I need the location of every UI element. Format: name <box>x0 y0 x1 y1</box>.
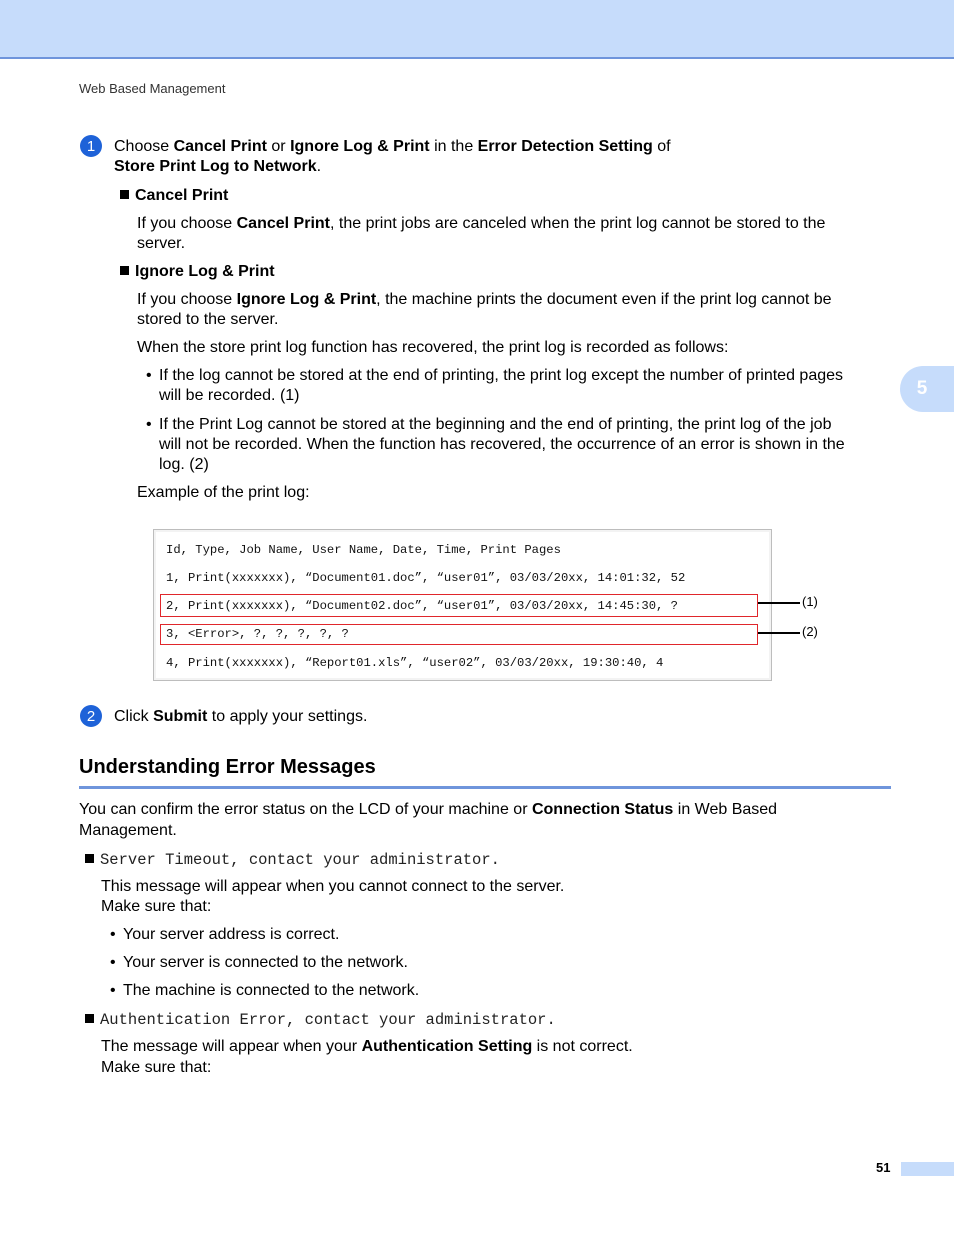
bold-run: Cancel Print <box>236 215 330 232</box>
page-tab <box>901 1162 954 1176</box>
text-run: , the machine prints the document even if the print log cannot be <box>376 291 832 308</box>
square-bullet-icon <box>85 854 94 863</box>
message-1-desc-line1: This message will appear when you cannot connect to the server. <box>101 878 565 895</box>
text-run: If you choose <box>137 291 237 308</box>
check-item-2: Your server is connected to the network. <box>123 954 408 971</box>
example-label: Example of the print log: <box>137 484 310 501</box>
bullet-2-line1: If the Print Log cannot be stored at the beginning and the end of printing, the print log of the job <box>159 416 832 433</box>
text-run: You can confirm the error status on the LCD of your machine or <box>79 801 532 818</box>
top-band <box>0 0 954 59</box>
intro-line1 <box>79 800 777 820</box>
log-line-header: Id, Type, Job Name, User Name, Date, Time, Print Pages <box>166 543 561 557</box>
callout-label-1: (1) <box>802 594 818 609</box>
step-2-marker: 2 <box>80 705 102 727</box>
step-1-text-line1 <box>114 137 671 157</box>
step-2-text <box>114 707 367 727</box>
bold-run: Store Print Log to Network <box>114 158 317 175</box>
bullet-dot: • <box>146 367 152 384</box>
bullet-2-line3: log. (2) <box>159 456 209 473</box>
check-item-1: Your server address is correct. <box>123 926 340 943</box>
text-run: Choose <box>114 138 174 155</box>
running-header: Web Based Management <box>79 81 226 96</box>
log-line-3: 3, <Error>, ?, ?, ?, ?, ? <box>166 627 349 641</box>
ignore-log-desc-line2: stored to the server. <box>137 311 279 328</box>
log-line-1: 1, Print(xxxxxxx), “Document01.doc”, “user01”, 03/03/20xx, 14:01:32, 52 <box>166 571 686 585</box>
text-run: to apply your settings. <box>207 708 368 725</box>
section-rule <box>79 786 891 789</box>
bold-run: Ignore Log & Print <box>290 138 430 155</box>
intro-line2: Management. <box>79 822 177 839</box>
text-run: If you choose <box>137 215 237 232</box>
cancel-print-desc-line2: server. <box>137 235 186 252</box>
bold-run: Authentication Setting <box>361 1038 533 1055</box>
bold-run: Cancel Print <box>173 138 267 155</box>
chapter-tab: 5 <box>900 366 954 412</box>
bullet-dot: • <box>110 926 116 943</box>
log-line-2: 2, Print(xxxxxxx), “Document02.doc”, “user01”, 03/03/20xx, 14:45:30, ? <box>166 599 678 613</box>
text-run: , the print jobs are canceled when the print log cannot be stored to the <box>329 215 826 232</box>
message-2-heading <box>85 1010 556 1030</box>
message-1-heading <box>85 850 500 870</box>
text-run: or <box>266 138 291 155</box>
message-code: Server Timeout, contact your administrator. <box>100 851 500 869</box>
bold-run: Connection Status <box>531 801 674 818</box>
square-bullet-icon <box>120 190 129 199</box>
log-line-4: 4, Print(xxxxxxx), “Report01.xls”, “user02”, 03/03/20xx, 19:30:40, 4 <box>166 656 664 670</box>
square-bullet-icon <box>85 1014 94 1023</box>
bullet-1-line1: If the log cannot be stored at the end of printing, the print log except the number of printed pages <box>159 367 844 384</box>
step-1-marker: 1 <box>80 135 102 157</box>
text-run: is not correct. <box>532 1038 633 1055</box>
callout-line-2 <box>758 632 800 634</box>
bullet-dot: • <box>110 954 116 971</box>
bullet-dot: • <box>146 416 152 433</box>
message-2-desc-line1 <box>101 1037 633 1057</box>
bold-run: Error Detection Setting <box>477 138 653 155</box>
ignore-log-heading <box>120 262 275 282</box>
text-run: in the <box>429 138 478 155</box>
message-code: Authentication Error, contact your administrator. <box>100 1011 556 1029</box>
message-2-desc-line2: Make sure that: <box>101 1059 212 1076</box>
text-run: Click <box>114 708 154 725</box>
text-run: in Web Based <box>673 801 778 818</box>
ignore-log-desc-line1 <box>137 290 832 310</box>
bold-run: Ignore Log & Print <box>236 291 377 308</box>
cancel-print-desc-line1 <box>137 214 825 234</box>
text-run: of <box>652 138 671 155</box>
section-heading: Understanding Error Messages <box>79 756 376 778</box>
bullet-2-line2: will not be recorded. When the function has recovered, the occurrence of an error is shown in the <box>159 436 845 453</box>
heading-text: Cancel Print <box>135 187 229 204</box>
text-run: . <box>316 158 322 175</box>
recovered-text: When the store print log function has recovered, the print log is recorded as follows: <box>137 339 729 356</box>
bold-run: Submit <box>153 708 208 725</box>
callout-line-1 <box>758 602 800 604</box>
check-item-3: The machine is connected to the network. <box>123 982 420 999</box>
heading-text: Ignore Log & Print <box>135 263 275 280</box>
bullet-dot: • <box>110 982 116 999</box>
cancel-print-heading <box>120 186 228 206</box>
bullet-1-line2: will be recorded. (1) <box>159 387 300 404</box>
page-number: 51 <box>876 1160 891 1175</box>
step-1-text-line2 <box>114 157 321 177</box>
message-1-desc-line2: Make sure that: <box>101 898 212 915</box>
square-bullet-icon <box>120 266 129 275</box>
text-run: The message will appear when your <box>101 1038 362 1055</box>
callout-label-2: (2) <box>802 624 818 639</box>
